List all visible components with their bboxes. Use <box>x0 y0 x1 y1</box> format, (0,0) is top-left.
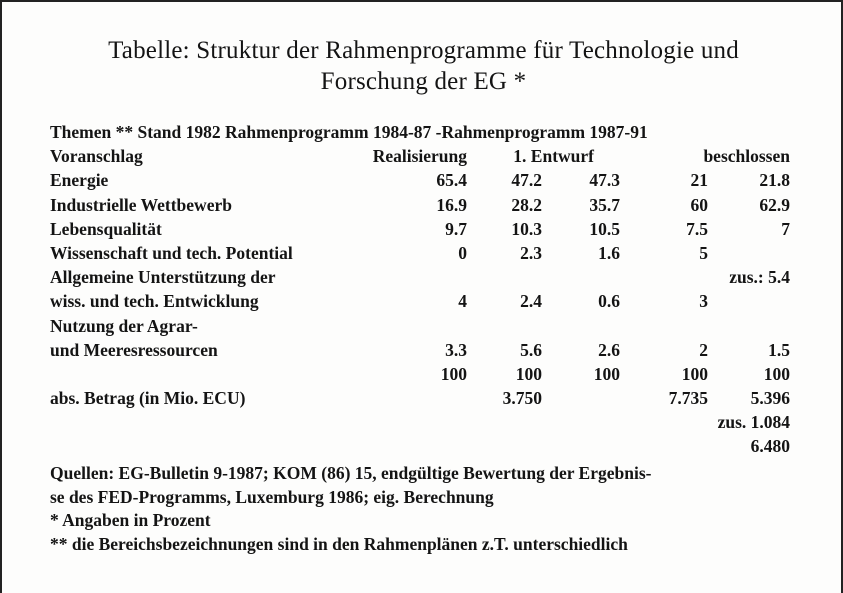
table-row <box>50 267 790 291</box>
cell-1984-87: 5.6 <box>520 339 542 360</box>
table-title <box>2 35 843 97</box>
table-row <box>50 436 790 460</box>
cell-beschlossen: 6.480 <box>750 436 790 457</box>
table-row <box>50 412 790 436</box>
row-label: Industrielle Wettbewerb <box>50 194 232 215</box>
cell-entwurf: 10.5 <box>589 218 620 239</box>
cell-1984-87: 100 <box>515 363 542 384</box>
footnote-sources-1: Quellen: EG-Bulletin 9-1987; KOM (86) 15, endgültige Bewertung der Ergebnis- <box>50 463 652 483</box>
cell-beschlossen: zus. 1.084 <box>717 412 790 433</box>
cell-entwurf-2: 7.735 <box>668 388 708 409</box>
header-realisierung: Realisierung <box>372 146 467 167</box>
cell-entwurf: 35.7 <box>589 194 620 215</box>
header-themen: Themen ** Stand 1982 Rahmenprogramm 1984-87 -Rahmenprogramm 1987-91 <box>50 122 648 142</box>
cell-stand-1982: 65.4 <box>436 170 467 191</box>
cell-entwurf-2: 5 <box>699 242 708 263</box>
title-line-1: Tabelle: Struktur der Rahmenprogramme für Technologie und <box>108 37 739 64</box>
header-voranschlag: Voranschlag <box>50 146 143 167</box>
cell-entwurf: 100 <box>593 363 620 384</box>
cell-beschlossen: zus.: 5.4 <box>729 267 790 288</box>
table-row <box>50 291 790 315</box>
cell-1984-87: 3.750 <box>502 388 542 409</box>
table-row <box>50 219 790 243</box>
cell-beschlossen: 62.9 <box>759 194 790 215</box>
row-label: Energie <box>50 170 109 191</box>
row-label: abs. Betrag (in Mio. ECU) <box>50 388 246 409</box>
cell-stand-1982: 100 <box>440 363 467 384</box>
cell-stand-1982: 16.9 <box>436 194 467 215</box>
cell-beschlossen: 21.8 <box>759 170 790 191</box>
row-label: Wissenschaft und tech. Potential <box>50 242 293 263</box>
table-row <box>50 195 790 219</box>
cell-entwurf-2: 60 <box>690 194 708 215</box>
cell-1984-87: 10.3 <box>511 218 542 239</box>
cell-beschlossen: 7 <box>781 218 790 239</box>
cell-beschlossen: 1.5 <box>768 339 790 360</box>
cell-entwurf: 0.6 <box>598 291 620 312</box>
table-row <box>50 388 790 412</box>
cell-1984-87: 47.2 <box>511 170 542 191</box>
cell-stand-1982: 3.3 <box>445 339 467 360</box>
cell-entwurf-2: 2 <box>699 339 708 360</box>
table-row <box>50 243 790 267</box>
cell-1984-87: 2.3 <box>520 242 542 263</box>
cell-1984-87: 2.4 <box>520 291 542 312</box>
header-entwurf: 1. Entwurf <box>513 146 594 167</box>
row-label: wiss. und tech. Entwicklung <box>50 291 259 312</box>
table-row <box>50 170 790 194</box>
title-line-2: Forschung der EG * <box>320 68 527 95</box>
cell-beschlossen: 5.396 <box>750 388 790 409</box>
header-beschlossen: beschlossen <box>703 146 790 167</box>
cell-stand-1982: 4 <box>458 291 467 312</box>
cell-entwurf: 1.6 <box>598 242 620 263</box>
cell-entwurf-2: 7.5 <box>686 218 708 239</box>
data-table <box>50 122 790 461</box>
table-row <box>50 340 790 364</box>
cell-entwurf: 2.6 <box>598 339 620 360</box>
row-label: Allgemeine Unterstützung der <box>50 267 276 288</box>
cell-1984-87: 28.2 <box>511 194 542 215</box>
row-label: und Meeresressourcen <box>50 339 218 360</box>
cell-entwurf-2: 100 <box>681 363 708 384</box>
cell-entwurf-2: 21 <box>690 170 708 191</box>
cell-stand-1982: 9.7 <box>445 218 467 239</box>
footnote-sources-2: se des FED-Programms, Luxemburg 1986; eig. Berechnung <box>50 486 494 507</box>
row-label: Nutzung der Agrar- <box>50 315 198 336</box>
cell-entwurf-2: 3 <box>699 291 708 312</box>
row-label: Lebensqualität <box>50 218 162 239</box>
header-row-2 <box>50 146 790 170</box>
footnotes <box>50 462 810 556</box>
header-row-1 <box>50 122 790 146</box>
table-body <box>50 170 790 460</box>
footnote-percent: * Angaben in Prozent <box>50 510 211 530</box>
table-row <box>50 364 790 388</box>
cell-beschlossen: 100 <box>763 363 790 384</box>
cell-entwurf: 47.3 <box>589 170 620 191</box>
table-row <box>50 316 790 340</box>
cell-stand-1982: 0 <box>458 242 467 263</box>
footnote-areas: ** die Bereichsbezeichnungen sind in den Rahmenplänen z.T. unterschiedlich <box>50 533 628 554</box>
